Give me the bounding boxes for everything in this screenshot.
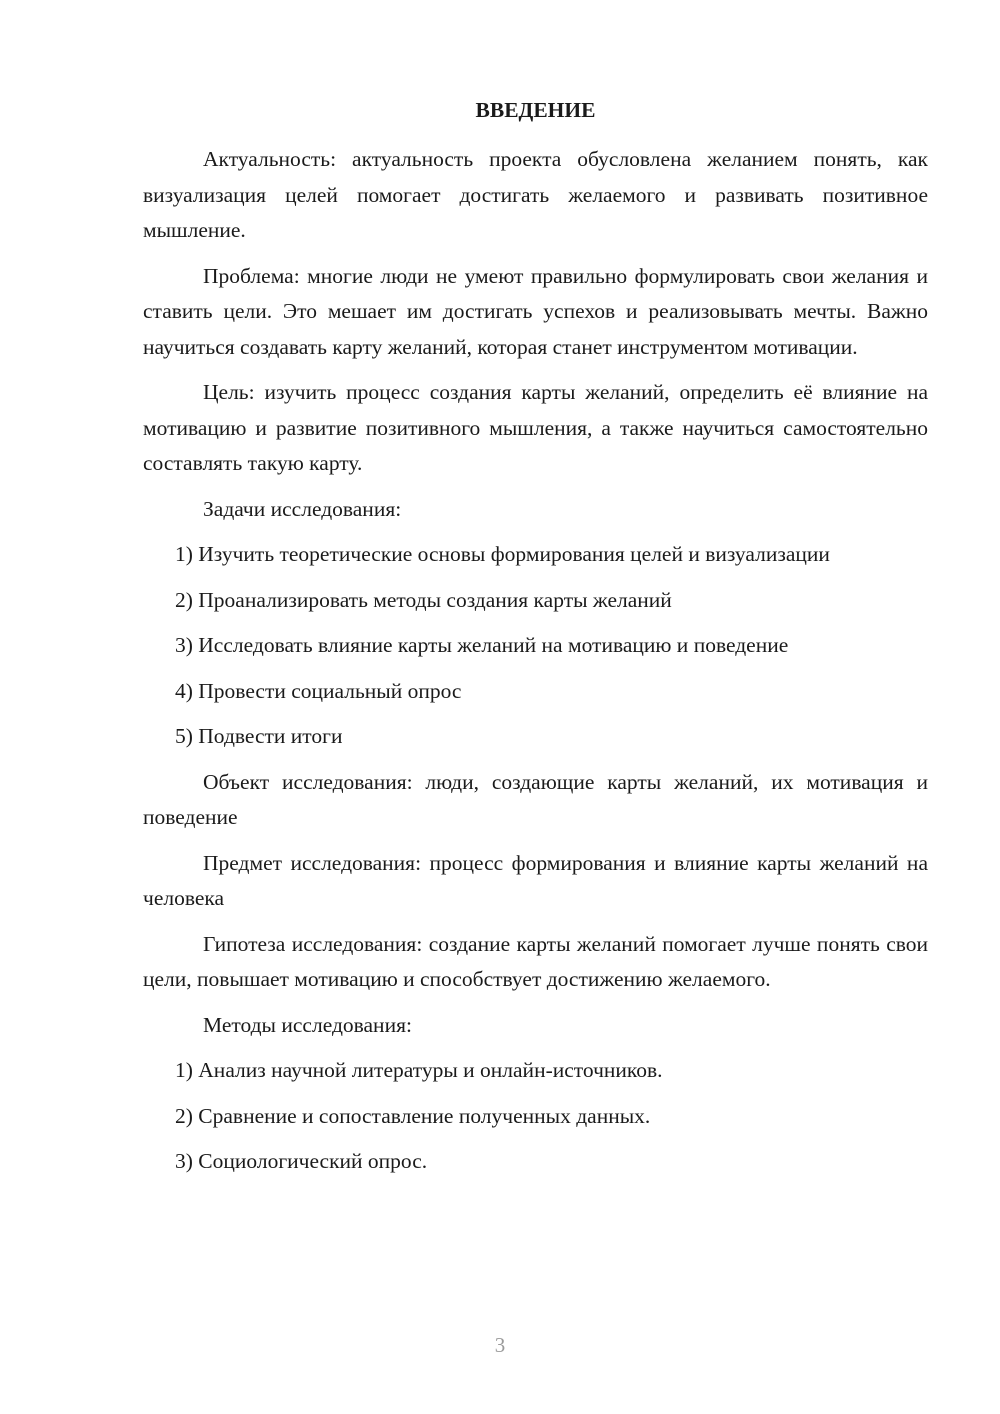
paragraph-goal: Цель: изучить процесс создания карты желаний, определить её влияние на мотивацию и развитие позитивного мышления, а также научиться самостоятельно составлять такую карту. xyxy=(143,380,928,475)
page-number: 3 xyxy=(494,1333,506,1357)
document-page xyxy=(143,92,928,1190)
method-item: 1) Анализ научной литературы и онлайн-источников. xyxy=(175,1058,663,1082)
paragraph-subject: Предмет исследования: процесс формирования и влияние карты желаний на человека xyxy=(143,850,928,910)
task-item: 5) Подвести итоги xyxy=(175,724,343,748)
method-item: 3) Социологический опрос. xyxy=(175,1149,428,1173)
task-item: 3) Исследовать влияние карты желаний на мотивацию и поведение xyxy=(175,633,789,657)
tasks-heading: Задачи исследования: xyxy=(203,496,402,521)
task-item: 1) Изучить теоретические основы формирования целей и визуализации xyxy=(175,542,830,566)
task-item: 2) Проанализировать методы создания карты желаний xyxy=(175,587,672,612)
methods-heading: Методы исследования: xyxy=(203,1012,412,1037)
methods-list xyxy=(143,1053,928,1180)
paragraph-relevance: Актуальность: актуальность проекта обусловлена желанием понять, как визуализация целей помогает достигать желаемого и развивать позитивное мышление. xyxy=(143,147,928,242)
section-title: ВВЕДЕНИЕ xyxy=(475,98,596,122)
tasks-list xyxy=(143,537,928,755)
paragraph-hypothesis: Гипотеза исследования: создание карты желаний помогает лучше понять свои цели, повышает мотивацию и способствует достижению желаемого. xyxy=(143,931,928,991)
task-item: 4) Провести социальный опрос xyxy=(175,678,462,703)
paragraph-problem: Проблема: многие люди не умеют правильно формулировать свои желания и ставить цели. Это мешает им достигать успехов и реализовывать мечты. Важно научиться создавать карту желаний, которая станет инструментом мотивации. xyxy=(143,263,928,359)
method-item: 2) Сравнение и сопоставление полученных данных. xyxy=(175,1103,651,1128)
paragraph-object: Объект исследования: люди, создающие карты желаний, их мотивация и поведение xyxy=(143,769,928,829)
